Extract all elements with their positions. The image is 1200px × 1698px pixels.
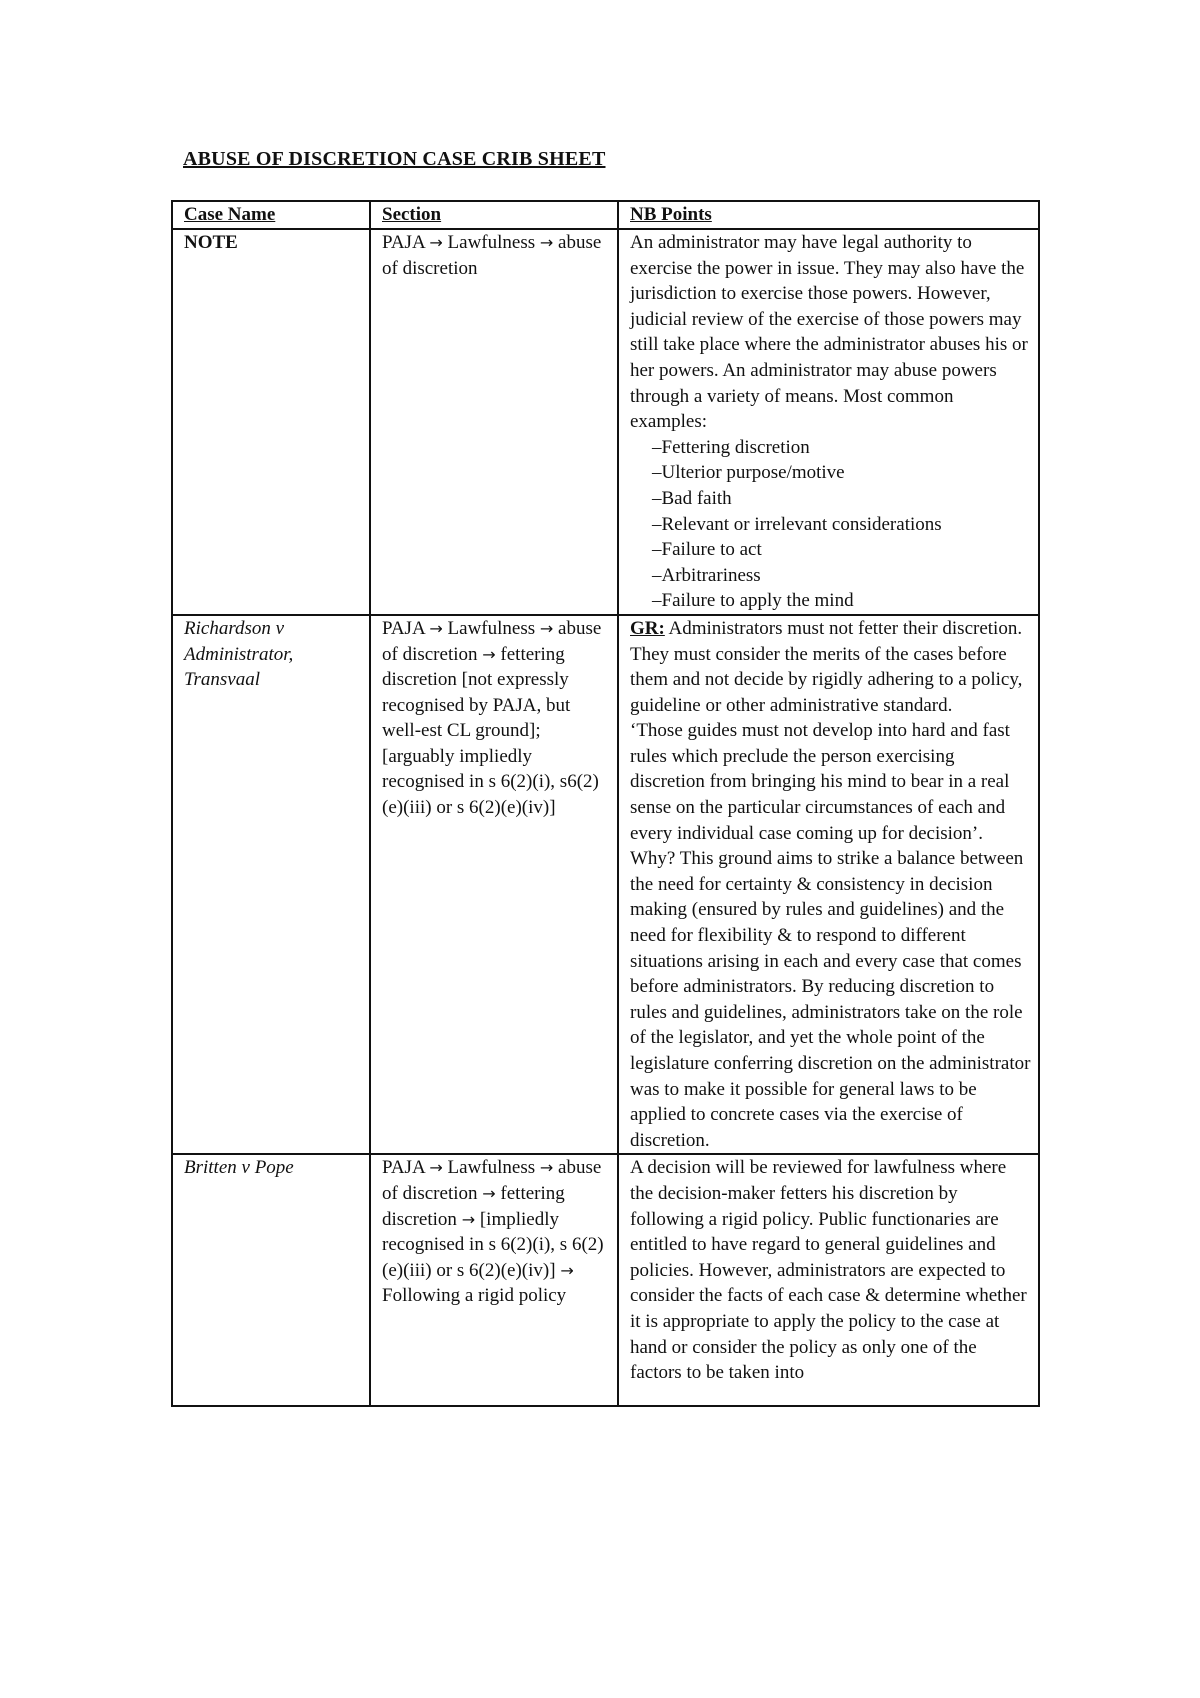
nb-points-cell	[618, 1154, 1039, 1406]
case-name-cell	[172, 229, 370, 615]
case-name-cell	[172, 1154, 370, 1406]
arrow-right-icon: →	[461, 1209, 476, 1229]
section-part: abuse of discretion	[382, 232, 602, 279]
arrow-right-icon: →	[429, 1158, 443, 1178]
gr-text: Administrators must not fetter their discretion. They must consider the merits of the cases before them and not decide by rigidly adhering to a policy, guideline or other administrative standard.	[630, 617, 1023, 716]
list-item: – Ulterior purpose/motive	[652, 460, 1032, 486]
case-name: NOTE	[184, 232, 238, 253]
gr-label: GR:	[630, 617, 665, 639]
case-name: Richardson v Administrator, Transvaal	[184, 617, 294, 691]
section-part: PAJA	[382, 232, 425, 253]
section-cell	[370, 229, 618, 615]
section-part: fettering discretion [not expressly recognised by PAJA, but well-est CL ground]; [arguably impliedly recognised in s 6(2)(i), s6(2)(e)(iii) or s 6(2)(e)(iv)]	[382, 643, 599, 819]
section-part: Lawfulness	[447, 1157, 536, 1179]
section-part: abuse of discretion	[382, 1157, 602, 1204]
section-part: [impliedly recognised in s 6(2)(i), s 6(2)(e)(iii) or s 6(2)(e)(iv)]	[382, 1208, 604, 1281]
document-title: ABUSE OF DISCRETION CASE CRIB SHEET	[183, 148, 606, 170]
section-part: fettering discretion	[382, 1182, 565, 1230]
nb-points-cell	[618, 229, 1039, 615]
section-cell	[370, 1154, 618, 1406]
section-part: PAJA	[382, 1157, 425, 1179]
list-item: – Failure to apply the mind	[652, 588, 1032, 614]
note-intro: An administrator may have legal authority to exercise the power in issue. They may also have the jurisdiction to exercise those powers. However, judicial review of the exercise of those powers may still take place where the administrator abuses his or her powers. An administrator may abuse powers through a variety of means. Most common examples:	[630, 232, 1028, 433]
arrow-right-icon: →	[482, 644, 496, 664]
list-item: – Failure to act	[652, 537, 1032, 563]
rationale-text: Why? This ground aims to strike a balance between the need for certainty & consistency in decision making (ensured by rules and guidelines) and the need for flexibility & to respond to different situations arising in each and every case that comes before administrators. By reducing discretion to rules and guidelines, administrators take on the role of the legislator, and yet the whole point of the legislature conferring discretion on the administrator was to make it possible for general laws to be applied to concrete cases via the exercise of discretion.	[630, 848, 1031, 1151]
arrow-right-icon: →	[482, 1183, 496, 1203]
list-item: – Fettering discretion	[652, 435, 1032, 461]
general-rule	[630, 616, 1032, 718]
section-cell	[370, 615, 618, 1154]
header-section: Section	[370, 201, 618, 229]
list-item: – Bad faith	[652, 486, 1032, 512]
case-name: Britten v Pope	[184, 1157, 294, 1179]
list-item: – Arbitrariness	[652, 563, 1032, 589]
case-quote: ‘Those guides must not develop into hard and fast rules which preclude the person exercising discretion from bringing his mind to bear in a real sense on the particular circumstances of each and every individual case coming up for decision’.	[630, 720, 1010, 844]
arrow-right-icon: →	[539, 618, 554, 638]
arrow-right-icon: →	[539, 233, 554, 252]
nb-points-cell	[618, 615, 1039, 1154]
arrow-right-icon: →	[560, 1260, 574, 1280]
abuse-examples-list	[630, 435, 1032, 614]
arrow-right-icon: →	[429, 618, 443, 638]
table-row	[172, 229, 1039, 615]
arrow-right-icon: →	[539, 1158, 554, 1178]
arrow-right-icon: →	[429, 233, 443, 252]
section-part: Lawfulness	[447, 617, 536, 639]
header-nb-points: NB Points	[618, 201, 1039, 229]
list-item: – Relevant or irrelevant considerations	[652, 512, 1032, 538]
table-header-row	[172, 201, 1039, 229]
nb-text: A decision will be reviewed for lawfulness where the decision-maker fetters his discretion by following a rigid policy. Public functionaries are entitled to have regard to general guidelines and policies. However, administrators are expected to consider the facts of each case & determine whether it is appropriate to apply the policy to the case at hand or consider the policy as only one of the factors to be taken into	[630, 1157, 1027, 1384]
case-crib-table	[171, 200, 1040, 1407]
table-row	[172, 1154, 1039, 1406]
section-part: Following a rigid policy	[382, 1285, 567, 1307]
header-case-name: Case Name	[172, 201, 370, 229]
case-name-cell	[172, 615, 370, 1154]
section-part: abuse of discretion	[382, 617, 602, 665]
section-part: PAJA	[382, 617, 425, 639]
section-part: Lawfulness	[447, 232, 536, 253]
table-row	[172, 615, 1039, 1154]
